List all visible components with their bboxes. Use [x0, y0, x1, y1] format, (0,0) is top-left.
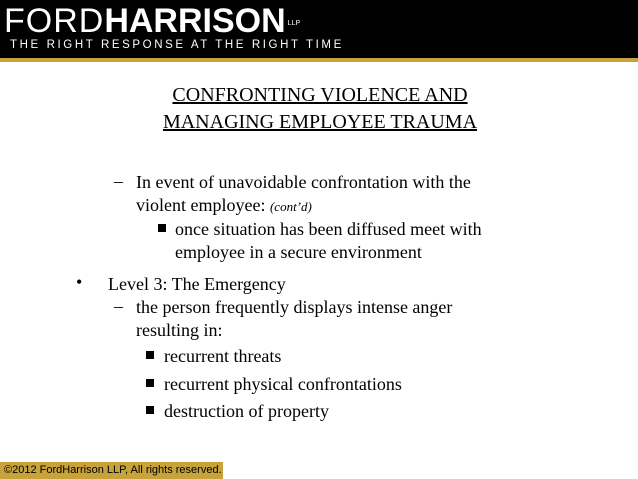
list-item-text-part: violent employee: [136, 195, 270, 215]
title-line-1: CONFRONTING VIOLENCE AND [172, 84, 468, 106]
list-item-text: employee in a secure environment [175, 242, 422, 262]
slide-title [100, 82, 540, 136]
continued-note: (cont’d) [269, 199, 312, 214]
square-bullet-icon [146, 406, 154, 414]
logo-harrison: HARRISON [104, 2, 286, 40]
dash-marker: – [114, 296, 123, 316]
square-bullet-icon [146, 351, 154, 359]
fordharrison-logo [4, 2, 301, 40]
copyright-text: ©2012 FordHarrison LLP, All rights reserved. [4, 464, 222, 476]
list-item-text: once situation has been diffused meet with [175, 219, 482, 239]
round-bullet-icon: • [76, 272, 83, 292]
list-item-text: resulting in: [136, 320, 223, 340]
logo-llp: LLP [287, 20, 301, 27]
footer-bar [0, 462, 223, 479]
header-accent-rule [0, 58, 638, 62]
logo-ford: FORD [4, 2, 105, 40]
list-item-text: In event of unavoidable confrontation with the [136, 172, 471, 192]
title-line-2: MANAGING EMPLOYEE TRAUMA [162, 111, 478, 133]
list-item-text [136, 194, 312, 218]
dash-marker: – [114, 171, 123, 191]
list-item-text: recurrent threats [164, 346, 282, 366]
header-bar [0, 0, 638, 58]
list-item-text: Level 3: The Emergency [108, 274, 286, 294]
list-item-text: recurrent physical confrontations [164, 374, 402, 394]
tagline: THE RIGHT RESPONSE AT THE RIGHT TIME [10, 39, 344, 51]
list-item-text: the person frequently displays intense anger [136, 297, 453, 317]
square-bullet-icon [158, 224, 166, 232]
square-bullet-icon [146, 379, 154, 387]
list-item-text: destruction of property [164, 401, 329, 421]
